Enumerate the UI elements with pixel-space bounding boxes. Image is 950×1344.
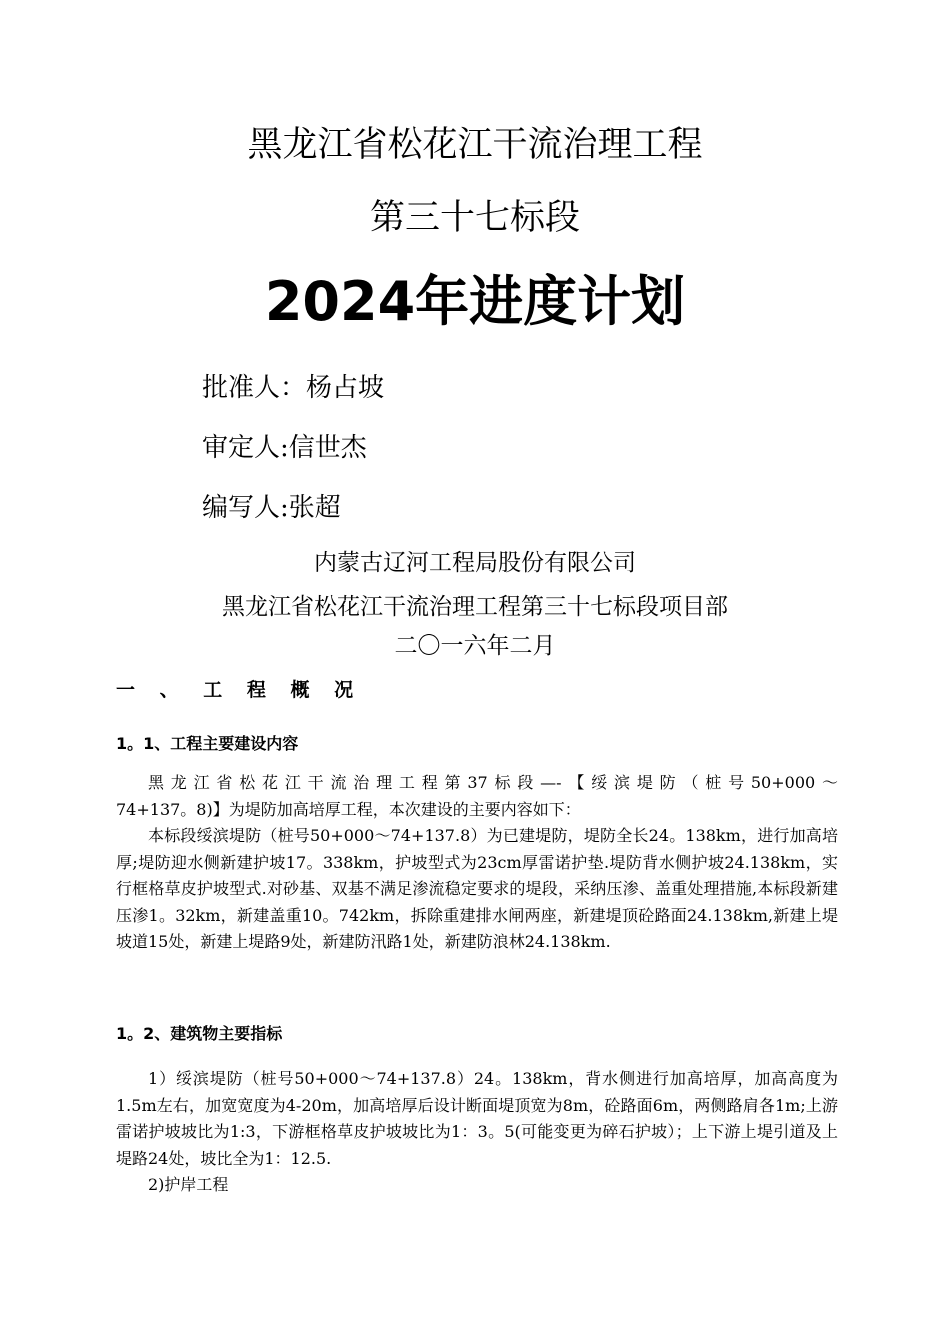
approver-line: 批准人：杨占坡	[202, 373, 385, 403]
reviewer-line: 审定人:信世杰	[202, 433, 367, 463]
subsection-heading-main-indicators: 1。2、建筑物主要指标	[116, 1024, 283, 1043]
document-title-line2: 第三十七标段	[369, 198, 580, 238]
company-name: 内蒙古辽河工程局股份有限公司	[314, 550, 636, 576]
main-indicators-body	[116, 1066, 838, 1199]
subsection-heading-construction-content: 1。1、工程主要建设内容	[116, 734, 299, 753]
construction-content-body	[116, 770, 838, 956]
construction-intro-line1: 黑龙江省松花江干流治理工程第37标段—-【绥滨堤防（桩号50+000～	[148, 773, 838, 792]
indicator-item-2: 2)护岸工程	[148, 1175, 229, 1194]
document-title-line1: 黑龙江省松花江干流治理工程	[247, 125, 703, 165]
construction-detail-paragraph: 本标段绥滨堤防（桩号50+000～74+137.8）为已建堤防，堤防全长24。138km，进行加高培厚;堤防迎水侧新建护坡17。338km，护坡型式为23cm厚雷诺护垫.堤防背水侧护坡24.138km，实行框格草皮护坡型式.对砂基、双基不满足渗流稳定要求的堤段，采纳压渗、盖重处理措施,本标段新建压渗1。32km，新建盖重10。742km，拆除重建排水闸两座，新建堤顶砼路面24.138km,新建上堤坡道15处，新建上堤路9处，新建防汛路1处，新建防浪林24.138km.	[116, 826, 838, 951]
document-date: 二〇一六年二月	[394, 633, 556, 659]
author-line: 编写人:张超	[202, 493, 341, 523]
section-heading-overview: 一 、 工 程 概 况	[116, 679, 363, 701]
document-main-title: 2024年进度计划	[264, 270, 686, 333]
construction-intro-line2: 74+137。8)】为堤防加高培厚工程，本次建设的主要内容如下：	[116, 799, 581, 819]
project-department: 黑龙江省松花江干流治理工程第三十七标段项目部	[222, 594, 728, 620]
indicator-item-1: 1）绥滨堤防（桩号50+000～74+137.8）24。138km，背水侧进行加高培厚，加高高度为1.5m左右，加宽宽度为4-20m，加高培厚后设计断面堤顶宽为8m，砼路面6m，两侧路肩各1m;上游雷诺护坡坡比为1:3，下游框格草皮护坡坡比为1：3。5(可能变更为碎石护坡）；上下游上堤引道及上堤路24处，坡比全为1：12.5.	[116, 1069, 838, 1168]
